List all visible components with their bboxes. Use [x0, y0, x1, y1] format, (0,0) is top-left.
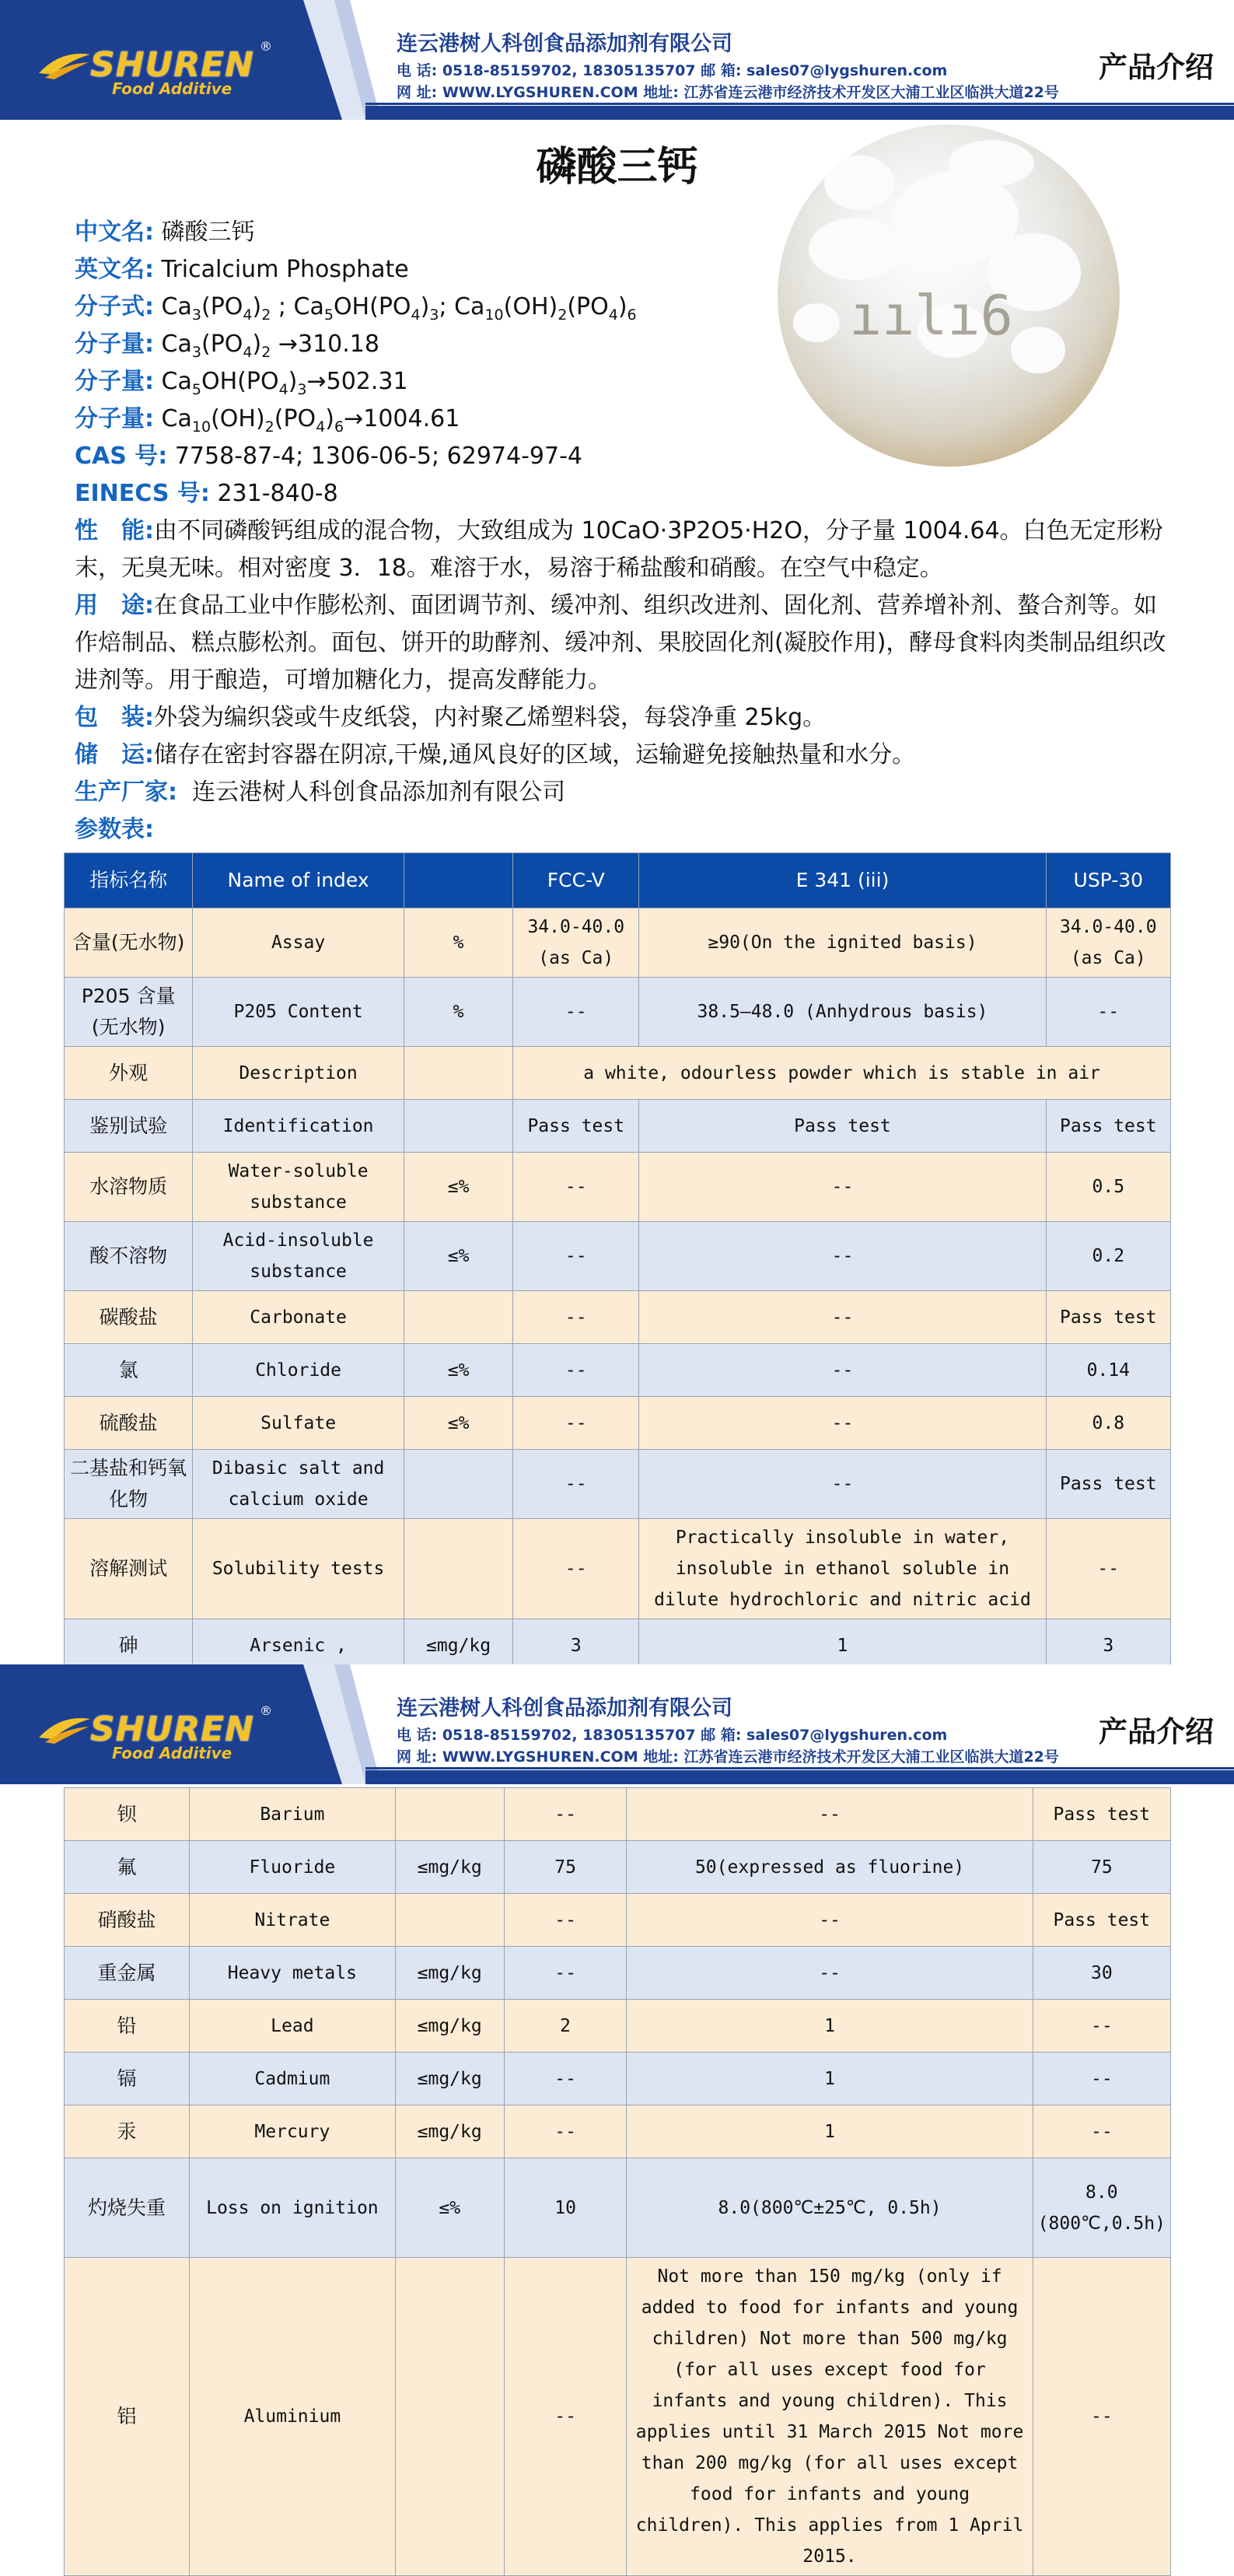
- cell-en-name: Aluminium: [190, 2258, 396, 2576]
- table-row: [65, 1344, 1171, 1397]
- cell-unit: [404, 1100, 513, 1153]
- cell-fcc: --: [513, 1291, 639, 1344]
- cell-cn-name: 铝: [65, 2258, 190, 2576]
- cell-unit: [404, 1450, 513, 1519]
- table-row: [65, 1222, 1171, 1291]
- cell-fcc: --: [513, 1344, 639, 1397]
- cell-fcc: --: [513, 1222, 639, 1291]
- contact-website-address: 网 址: WWW.LYGSHUREN.COM 地址: 江苏省连云港市经济技术开发区大浦工业区临洪大道22号: [397, 84, 1059, 101]
- cell-unit: ≤mg/kg: [395, 2105, 504, 2158]
- header-cn-name: 指标名称: [65, 853, 193, 908]
- table-row: [65, 1894, 1171, 1947]
- cell-unit: ≤%: [395, 2158, 504, 2258]
- cell-en-name: Sulfate: [193, 1397, 404, 1450]
- table-row: [65, 1100, 1171, 1153]
- info-spec-label: 参数表:: [75, 816, 154, 843]
- cell-fcc: --: [504, 1947, 627, 2000]
- cell-fcc: 10: [504, 2158, 627, 2258]
- company-name: 连云港树人科创食品添加剂有限公司: [397, 1696, 732, 1720]
- info-mw-2: 分子量: $Ca_5OH(PO_4)_3\to 502.31$: [75, 368, 408, 398]
- header-usp: USP-30: [1046, 853, 1170, 908]
- company-logo: [37, 1703, 271, 1766]
- cell-unit: [395, 1788, 504, 1841]
- registered-mark: ®: [260, 39, 272, 54]
- cell-en-name: Water-soluble substance: [193, 1153, 404, 1222]
- cell-usp: 34.0-40.0 (as Ca): [1046, 908, 1170, 978]
- cell-fcc: 2: [504, 2000, 627, 2053]
- cell-e341: 1: [627, 2053, 1033, 2105]
- company-name: 连云港树人科创食品添加剂有限公司: [397, 32, 732, 56]
- cell-cn-name: 硫酸盐: [65, 1397, 193, 1450]
- info-packaging: 包 装:外袋为编织袋或牛皮纸袋，内衬聚乙烯塑料袋，每袋净重 25kg。: [75, 704, 827, 731]
- header-fcc: FCC-V: [513, 853, 639, 908]
- cell-cn-name: 含量(无水物): [65, 908, 193, 978]
- cell-usp: 30: [1033, 1947, 1170, 2000]
- cell-en-name: P205 Content: [193, 978, 404, 1047]
- table-row: [65, 1947, 1171, 2000]
- photo-scale-mark: ıılı6: [849, 284, 1013, 348]
- cell-usp: 0.2: [1046, 1222, 1170, 1291]
- cell-usp: --: [1033, 2053, 1170, 2105]
- product-title: 磷酸三钙: [536, 144, 698, 191]
- table-row: [65, 1397, 1171, 1450]
- cell-e341: --: [639, 1153, 1046, 1222]
- table-header-row: [65, 853, 1171, 908]
- cell-fcc: --: [513, 1153, 639, 1222]
- section-title: 产品介绍: [1099, 1715, 1214, 1748]
- cell-usp: Pass test: [1046, 1291, 1170, 1344]
- info-mw-3: 分子量: $Ca_{10}(OH)_2(PO_4)_6\to 1004.61$: [75, 405, 460, 436]
- info-use: 用 途:在食品工业中作膨松剂、面团调节剂、缓冲剂、组织改进剂、固化剂、营养增补剂、螯合剂等。如作焙制品、糕点膨松剂。面包、饼开的助酵剂、缓冲剂、果胶固化剂(凝胶作用)，酵母食料肉类制品组织改进剂等。用于酿造，可增加糖化力，提高发酵能力。: [75, 592, 1166, 694]
- cell-en-name: Solubility tests: [193, 1519, 404, 1619]
- cell-unit: ≤%: [404, 1222, 513, 1291]
- table-row: [65, 1291, 1171, 1344]
- cell-fcc: 34.0-40.0 (as Ca): [513, 908, 639, 978]
- product-info: [75, 214, 1171, 849]
- cell-unit: %: [404, 908, 513, 978]
- cell-e341: 50(expressed as fluorine): [627, 1841, 1033, 1894]
- info-mw-1: 分子量: $Ca_3(PO_4)_2 \to 310.18$: [75, 331, 379, 361]
- cell-fcc: --: [504, 2258, 627, 2576]
- cell-fcc: --: [513, 1397, 639, 1450]
- cell-cn-name: 硝酸盐: [65, 1894, 190, 1947]
- cell-unit: [404, 1291, 513, 1344]
- cell-cn-name: 溶解测试: [65, 1519, 193, 1619]
- spec-table-2: [64, 1787, 1171, 2576]
- cell-cn-name: 氯: [65, 1344, 193, 1397]
- cell-unit: ≤mg/kg: [395, 2000, 504, 2053]
- table-row: [65, 1519, 1171, 1619]
- cell-e341: --: [639, 1344, 1046, 1397]
- cell-cn-name: 铅: [65, 2000, 190, 2053]
- cell-en-name: Cadmium: [190, 2053, 396, 2105]
- cell-usp: Pass test: [1033, 1788, 1170, 1841]
- info-formula: 分子式: $Ca_3(PO_4)_2$ ; $Ca_5OH(PO_4)_3$; $Ca_{10}(OH)_2(PO_4)_6$: [75, 293, 637, 324]
- cell-cn-name: 重金属: [65, 1947, 190, 2000]
- header-unit: [404, 853, 513, 908]
- leaf-icon: [37, 50, 92, 81]
- table-row: [65, 1153, 1171, 1222]
- header-band: [365, 106, 1234, 120]
- info-en-name: 英文名: Tricalcium Phosphate: [75, 256, 409, 283]
- cell-e341: --: [639, 1291, 1046, 1344]
- cell-e341: 1: [627, 2105, 1033, 2158]
- cell-e341: 38.5—48.0 (Anhydrous basis): [639, 978, 1046, 1047]
- logo-brand: SHUREN: [90, 1710, 255, 1749]
- table-row: [65, 1450, 1171, 1519]
- cell-cn-name: 碳酸盐: [65, 1291, 193, 1344]
- cell-fcc: --: [504, 1894, 627, 1947]
- leaf-icon: [37, 1714, 92, 1745]
- cell-usp: --: [1046, 978, 1170, 1047]
- cell-e341: --: [627, 1788, 1033, 1841]
- cell-en-name: Barium: [190, 1788, 396, 1841]
- cell-e341: Not more than 150 mg/kg (only if added to food for infants and young children) Not more than 500 mg/kg (for all uses except food for infants and young children). This applies until 31 March 2015 Not more than 200 mg/kg (for all uses except food for infants and young children). This applies from 1 April 2015.: [627, 2258, 1033, 2576]
- info-manufacturer: 生产厂家: 连云港树人科创食品添加剂有限公司: [75, 779, 566, 806]
- cell-usp: --: [1046, 1519, 1170, 1619]
- cell-fcc: --: [504, 2053, 627, 2105]
- info-einecs: EINECS 号: 231-840-8: [75, 480, 338, 507]
- cell-usp: 0.8: [1046, 1397, 1170, 1450]
- cell-en-name: Loss on ignition: [190, 2158, 396, 2258]
- cell-en-name: Acid-insoluble substance: [193, 1222, 404, 1291]
- cell-unit: [404, 1047, 513, 1100]
- header-rule: [365, 103, 1234, 105]
- cell-usp: 0.14: [1046, 1344, 1170, 1397]
- cell-e341: --: [639, 1397, 1046, 1450]
- header-e341: E 341 (iii): [639, 853, 1046, 908]
- cell-e341: --: [627, 1947, 1033, 2000]
- cell-e341: --: [639, 1222, 1046, 1291]
- cell-fcc: 75: [504, 1841, 627, 1894]
- cell-usp: Pass test: [1046, 1450, 1170, 1519]
- cell-fcc: --: [513, 1450, 639, 1519]
- cell-e341: ≥90(On the ignited basis): [639, 908, 1046, 978]
- cell-e341: Practically insoluble in water, insoluble in ethanol soluble in dilute hydrochloric and nitric acid: [639, 1519, 1046, 1619]
- cell-cn-name: 氟: [65, 1841, 190, 1894]
- table-row: [65, 2105, 1171, 2158]
- cell-cn-name: 钡: [65, 1788, 190, 1841]
- cell-cn-name: 鉴别试验: [65, 1100, 193, 1153]
- logo-brand: SHUREN: [90, 45, 255, 85]
- cell-unit: ≤mg/kg: [395, 2053, 504, 2105]
- page-header: [0, 0, 1234, 120]
- header-en-name: Name of index: [193, 853, 404, 908]
- cell-cn-name: 汞: [65, 2105, 190, 2158]
- cell-unit: [395, 1894, 504, 1947]
- cell-e341: 1: [639, 1619, 1046, 1672]
- cell-unit: %: [404, 978, 513, 1047]
- logo-subtitle: Food Additive: [112, 1744, 232, 1762]
- header-rule: [365, 1767, 1234, 1769]
- cell-cn-name: 二基盐和钙氧化物: [65, 1450, 193, 1519]
- cell-en-name: Heavy metals: [190, 1947, 396, 2000]
- cell-en-name: Chloride: [193, 1344, 404, 1397]
- info-cn-name: 中文名: 磷酸三钙: [75, 219, 255, 246]
- contact-phone-email: 电 话: 0518-85159702, 18305135707 邮 箱: sales07@lygshuren.com: [397, 62, 948, 79]
- cell-e341: 8.0(800℃±25℃, 0.5h): [627, 2158, 1033, 2258]
- table-row: [65, 1841, 1171, 1894]
- cell-unit: ≤%: [404, 1153, 513, 1222]
- table-row: [65, 908, 1171, 978]
- cell-unit: ≤%: [404, 1344, 513, 1397]
- cell-usp: --: [1033, 2105, 1170, 2158]
- contact-phone-email: 电 话: 0518-85159702, 18305135707 邮 箱: sales07@lygshuren.com: [397, 1727, 948, 1744]
- cell-unit: ≤mg/kg: [395, 1947, 504, 2000]
- cell-e341: --: [627, 1894, 1033, 1947]
- cell-cn-name: 酸不溶物: [65, 1222, 193, 1291]
- cell-en-name: Mercury: [190, 2105, 396, 2158]
- cell-usp: --: [1033, 2000, 1170, 2053]
- contact-website-address: 网 址: WWW.LYGSHUREN.COM 地址: 江苏省连云港市经济技术开发区大浦工业区临洪大道22号: [397, 1748, 1059, 1766]
- cell-usp: Pass test: [1046, 1100, 1170, 1153]
- cell-usp: 8.0 (800℃,0.5h): [1033, 2158, 1170, 2258]
- cell-en-name: Carbonate: [193, 1291, 404, 1344]
- page-header: [0, 1664, 1234, 1784]
- cell-usp: 0.5: [1046, 1153, 1170, 1222]
- table-row: [65, 978, 1171, 1047]
- cell-fcc: --: [513, 1519, 639, 1619]
- company-logo: [37, 39, 271, 101]
- section-title: 产品介绍: [1099, 51, 1214, 84]
- logo-subtitle: Food Additive: [112, 79, 232, 98]
- cell-fcc: Pass test: [513, 1100, 639, 1153]
- cell-fcc: --: [504, 1788, 627, 1841]
- info-cas: CAS 号: 7758-87-4; 1306-06-5; 62974-97-4: [75, 443, 582, 470]
- table-row: [65, 1047, 1171, 1100]
- cell-e341: --: [639, 1450, 1046, 1519]
- cell-unit: [395, 2258, 504, 2576]
- cell-usp: --: [1033, 2258, 1170, 2576]
- header-band: [365, 1770, 1234, 1784]
- spec-table-1: [64, 852, 1171, 1672]
- info-storage: 储 运:储存在密封容器在阴凉,干燥,通风良好的区域，运输避免接触热量和水分。: [75, 741, 916, 768]
- info-property: 性 能:由不同磷酸钙组成的混合物，大致组成为 10CaO·3P2O5·H2O，分子量 1004.64。白色无定形粉末，无臭无味。相对密度 3．18。难溶于水，易溶于稀盐酸和硝酸。在空气中稳定。: [75, 517, 1163, 582]
- table-row: [65, 2000, 1171, 2053]
- cell-en-name: Assay: [193, 908, 404, 978]
- cell-usp: Pass test: [1033, 1894, 1170, 1947]
- cell-en-name: Dibasic salt and calcium oxide: [193, 1450, 404, 1519]
- cell-unit: ≤%: [404, 1397, 513, 1450]
- cell-cn-name: 水溶物质: [65, 1153, 193, 1222]
- cell-usp: 75: [1033, 1841, 1170, 1894]
- registered-mark: ®: [260, 1703, 272, 1718]
- cell-cn-name: 灼烧失重: [65, 2158, 190, 2258]
- cell-unit: [404, 1519, 513, 1619]
- cell-fcc: --: [504, 2105, 627, 2158]
- cell-usp: 3: [1046, 1619, 1170, 1672]
- table-row: [65, 2053, 1171, 2105]
- cell-e341: 1: [627, 2000, 1033, 2053]
- cell-fcc: 3: [513, 1619, 639, 1672]
- cell-cn-name: 镉: [65, 2053, 190, 2105]
- cell-en-name: Fluoride: [190, 1841, 396, 1894]
- cell-en-name: Nitrate: [190, 1894, 396, 1947]
- cell-cn-name: 外观: [65, 1047, 193, 1100]
- cell-en-name: Arsenic ,: [193, 1619, 404, 1672]
- cell-cn-name: 砷: [65, 1619, 193, 1672]
- cell-unit: ≤mg/kg: [404, 1619, 513, 1672]
- cell-en-name: Description: [193, 1047, 404, 1100]
- cell-en-name: Lead: [190, 2000, 396, 2053]
- cell-unit: ≤mg/kg: [395, 1841, 504, 1894]
- table-row: [65, 2258, 1171, 2576]
- cell-e341: Pass test: [639, 1100, 1046, 1153]
- cell-cn-name: P205 含量(无水物): [65, 978, 193, 1047]
- cell-en-name: Identification: [193, 1100, 404, 1153]
- table-row: [65, 1788, 1171, 1841]
- table-row: [65, 2158, 1171, 2258]
- cell-merged-value: a white, odourless powder which is stable in air: [513, 1047, 1171, 1100]
- cell-fcc: --: [513, 978, 639, 1047]
